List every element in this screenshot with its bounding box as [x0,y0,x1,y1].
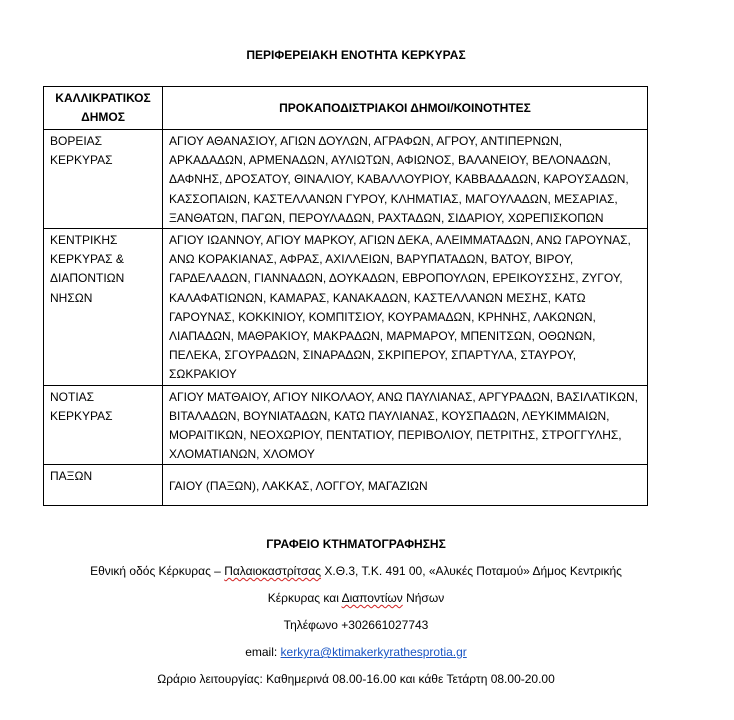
table-row [44,385,648,465]
office-title: ΓΡΑΦΕΙΟ ΚΤΗΜΑΤΟΓΡΑΦΗΣΗΣ [266,537,446,551]
communities-list: ΑΓΙΟΥ ΙΩΑΝΝΟΥ, ΑΓΙΟΥ ΜΑΡΚΟΥ, ΑΓΙΩΝ ΔΕΚΑ, ΑΛΕΙΜΜΑΤΑΔΩΝ, ΑΝΩ ΓΑΡΟΥΝΑΣ, ΑΝΩ ΚΟΡΑΚΙΑΝΑΣ, ΑΦΡΑΣ, ΑΧΙΛΛΕΙΩΝ, ΒΑΡΥΠΑΤΑΔΩΝ, ΒΑΤΟΥ, ΒΙΡΟΥ, ΓΑΡΔΕΛΑΔΩΝ, ΓΙΑΝΝΑΔΩΝ, ΔΟΥΚΑΔΩΝ, ΕΒΡΟΠΟΥΛΩΝ, ΕΡΕΙΚΟΥΣΣΗΣ, ΖΥΓΟΥ, ΚΑΛΑΦΑΤΙΩΝΩΝ, ΚΑΜΑΡΑΣ, ΚΑΝΑΚΑΔΩΝ, ΚΑΣΤΕΛΛΑΝΩΝ ΜΕΣΗΣ, ΚΑΤΩ ΓΑΡΟΥΝΑΣ, ΚΟΚΚΙΝΙΟΥ, ΚΟΜΠΙΤΣΙΟΥ, ΚΟΥΡΑΜΑΔΩΝ, ΚΡΗΝΗΣ, ΛΑΚΩΝΩΝ, ΛΙΑΠΑΔΩΝ, ΜΑΘΡΑΚΙΟΥ, ΜΑΚΡΑΔΩΝ, ΜΑΡΜΑΡΟΥ, ΜΠΕΝΙΤΣΩΝ, ΟΘΩΝΩΝ, ΠΕΛΕΚΑ, ΣΓΟΥΡΑΔΩΝ, ΣΙΝΑΡΑΔΩΝ, ΣΚΡΙΠΕΡΟΥ, ΣΠΑΡΤΥΛΑ, ΣΤΑΥΡΟΥ, ΣΩΚΡΑΚΙΟΥ [163,229,648,386]
header-kallikratikos: ΚΑΛΛΙΚΡΑΤΙΚΟΣ ΔΗΜΟΣ [44,87,163,130]
document-title: ΠΕΡΙΦΕΡΕΙΑΚΗ ΕΝΟΤΗΤΑ ΚΕΡΚΥΡΑΣ [246,48,466,62]
office-info [0,531,712,693]
header-communities: ΠΡΟΚΑΠΟΔΙΣΤΡΙΑΚΟΙ ΔΗΜΟΙ/ΚΟΙΝΟΤΗΤΕΣ [163,87,648,130]
table-row [44,229,648,386]
email-link[interactable]: kerkyra@ktimakerkyrathesprotia.gr [280,645,467,659]
email-label: email: [245,645,281,659]
communities-list: ΓΑΙΟΥ (ΠΑΞΩΝ), ΛΑΚΚΑΣ, ΛΟΓΓΟΥ, ΜΑΓΑΖΙΩΝ [163,465,648,506]
address-text: Νήσων [402,591,445,605]
municipality-name: ΚΕΝΤΡΙΚΗΣ ΚΕΡΚΥΡΑΣ & ΔΙΑΠΟΝΤΙΩΝ ΝΗΣΩΝ [44,229,163,386]
communities-list: ΑΓΙΟΥ ΑΘΑΝΑΣΙΟΥ, ΑΓΙΩΝ ΔΟΥΛΩΝ, ΑΓΡΑΦΩΝ, ΑΓΡΟΥ, ΑΝΤΙΠΕΡΝΩΝ, ΑΡΚΑΔΑΔΩΝ, ΑΡΜΕΝΑΔΩΝ, ΑΥΛΙΩΤΩΝ, ΑΦΙΩΝΟΣ, ΒΑΛΑΝΕΙΟΥ, ΒΕΛΟΝΑΔΩΝ, ΔΑΦΝΗΣ, ΔΡΟΣΑΤΟΥ, ΘΙΝΑΛΙΟΥ, ΚΑΒΑΛΛΟΥΡΙΟΥ, ΚΑΒΒΑΔΑΔΩΝ, ΚΑΡΟΥΣΑΔΩΝ, ΚΑΣΣΟΠΑΙΩΝ, ΚΑΣΤΕΛΛΑΝΩΝ ΓΥΡΟΥ, ΚΛΗΜΑΤΙΑΣ, ΜΑΓΟΥΛΑΔΩΝ, ΜΕΣΑΡΙΑΣ, ΞΑΝΘΑΤΩΝ, ΠΑΓΩΝ, ΠΕΡΟΥΛΑΔΩΝ, ΡΑΧΤΑΔΩΝ, ΣΙΔΑΡΙΟΥ, ΧΩΡΕΠΙΣΚΟΠΩΝ [163,130,648,229]
municipality-name: ΠΑΞΩΝ [44,465,163,506]
address-text-spellchecked: Παλαιοκαστρίτσας [224,564,322,578]
table-row [44,130,648,229]
office-phone: Τηλέφωνο +302661027743 [283,618,429,632]
table-row [44,465,648,506]
municipalities-table [43,86,648,506]
table-header-row [44,87,648,130]
office-email-line [0,639,712,666]
address-text: Χ.Θ.3, Τ.Κ. 491 00, «Αλυκές Ποταμού» Δήμος Κεντρικής [321,564,622,578]
office-hours: Ωράριο λειτουργίας: Καθημερινά 08.00-16.00 και κάθε Τετάρτη 08.00-20.00 [157,672,555,686]
office-address-line-2 [0,585,712,612]
municipality-name: ΝΟΤΙΑΣ ΚΕΡΚΥΡΑΣ [44,385,163,465]
office-address-line-1 [0,558,712,585]
communities-list: ΑΓΙΟΥ ΜΑΤΘΑΙΟΥ, ΑΓΙΟΥ ΝΙΚΟΛΑΟΥ, ΑΝΩ ΠΑΥΛΙΑΝΑΣ, ΑΡΓΥΡΑΔΩΝ, ΒΑΣΙΛΑΤΙΚΩΝ, ΒΙΤΑΛΑΔΩΝ, ΒΟΥΝΙΑΤΑΔΩΝ, ΚΑΤΩ ΠΑΥΛΙΑΝΑΣ, ΚΟΥΣΠΑΔΩΝ, ΛΕΥΚΙΜΜΑΙΩΝ, ΜΟΡΑΙΤΙΚΩΝ, ΝΕΟΧΩΡΙΟΥ, ΠΕΝΤΑΤΙΟΥ, ΠΕΡΙΒΟΛΙΟΥ, ΠΕΤΡΙΤΗΣ, ΣΤΡΟΓΓΥΛΗΣ, ΧΛΟΜΑΤΙΑΝΩΝ, ΧΛΟΜΟΥ [163,385,648,465]
municipality-name: ΒΟΡΕΙΑΣ ΚΕΡΚΥΡΑΣ [44,130,163,229]
address-text: Κέρκυρας και [267,591,342,605]
address-text-spellchecked: Διαποντίων [341,591,403,605]
address-text: Εθνική οδός Κέρκυρας – [90,564,225,578]
